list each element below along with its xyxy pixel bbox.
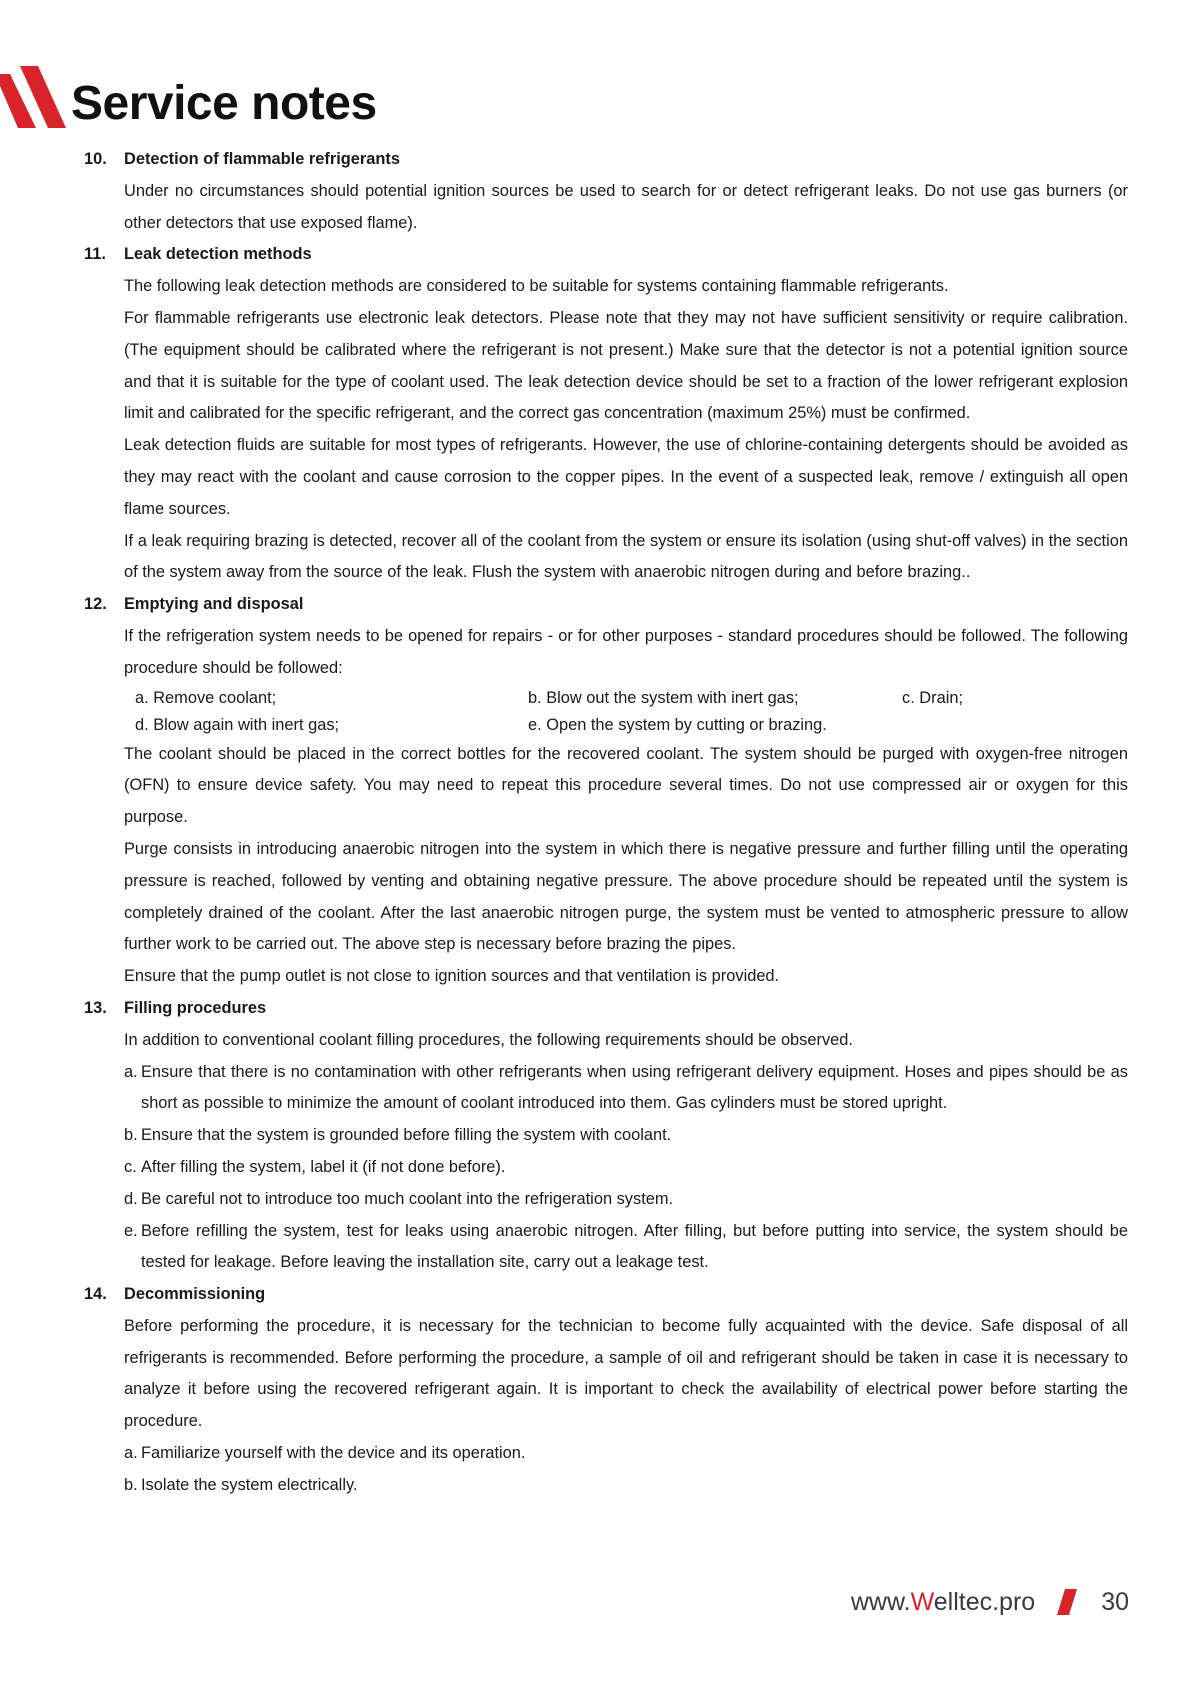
url-prefix: www. <box>850 1587 911 1616</box>
list-item <box>84 1470 1128 1502</box>
section-title: Detection of flammable refrigerants <box>124 150 400 168</box>
list-item <box>84 1152 1128 1184</box>
paragraph: In addition to conventional coolant filling procedures, the following requirements should be observed. <box>124 1030 853 1049</box>
list-marker: a. <box>124 1444 138 1463</box>
list-item-text: Ensure that the system is grounded before filling the system with coolant. <box>141 1126 672 1145</box>
list-item-text: Isolate the system electrically. <box>141 1475 358 1494</box>
url-suffix: elltec.pro <box>933 1587 1036 1616</box>
list-marker: a. <box>124 1062 138 1081</box>
paragraph: Leak detection fluids are suitable for most types of refrigerants. However, the use of chlorine-containing detergents should be avoided as they may react with the coolant and cause corrosion to the copper pipes. In the event of a suspected leak, remove / extinguish all open flame sources. <box>124 436 1128 518</box>
document-body <box>84 144 1128 1502</box>
logo-slash-icon <box>0 66 72 138</box>
section-title: Filling procedures <box>124 998 267 1017</box>
section-number: 12. <box>84 595 107 614</box>
step-item: c. Drain; <box>902 688 964 707</box>
slash-icon <box>1057 1589 1077 1615</box>
steps-row <box>84 712 1128 739</box>
list-marker: b. <box>124 1126 138 1145</box>
paragraph: Purge consists in introducing anaerobic nitrogen into the system in which there is negative pressure and further filling until the operating pressure is reached, followed by venting and obtaining negative pressure. The above procedure should be repeated until the system is completely drained of the coolant. After the last anaerobic nitrogen purge, the system must be vented to atmospheric pressure to allow further work to be carried out. The above step is necessary before brazing the pipes. <box>124 839 1128 954</box>
step-item: b. Blow out the system with inert gas; <box>528 688 799 707</box>
step-item: a. Remove coolant; <box>135 688 277 707</box>
list-item-text: Ensure that there is no contamination with other refrigerants when using refrigerant delivery equipment. Hoses and pipes should be as short as possible to minimize the amount of coolant introduced into them. Gas cylinders must be stored upright. <box>141 1062 1128 1113</box>
section-number: 10. <box>84 150 107 168</box>
list-marker: d. <box>124 1189 138 1208</box>
section-heading-10 <box>84 144 1128 176</box>
step-item: d. Blow again with inert gas; <box>135 715 340 734</box>
list-item-text: Be careful not to introduce too much coolant into the refrigeration system. <box>141 1189 674 1208</box>
section-number: 14. <box>84 1285 107 1304</box>
list-marker: b. <box>124 1475 138 1494</box>
url-accent-letter: W <box>910 1587 934 1616</box>
list-item <box>84 1438 1128 1470</box>
website-link[interactable] <box>851 1588 1035 1617</box>
list-item-text: After filling the system, label it (if not done before). <box>141 1157 506 1176</box>
list-item <box>84 1216 1128 1280</box>
paragraph: The coolant should be placed in the correct bottles for the recovered coolant. The system should be purged with oxygen-free nitrogen (OFN) to ensure device safety. You may need to repeat this procedure several times. Do not use compressed air or oxygen for this purpose. <box>124 744 1128 827</box>
section-heading-14 <box>84 1279 1128 1311</box>
list-item-text: Before refilling the system, test for leaks using anaerobic nitrogen. After filling, but before putting into service, the system should be tested for leakage. Before leaving the installation site, carry out a leakage test. <box>141 1221 1128 1272</box>
paragraph: The following leak detection methods are considered to be suitable for systems containing flammable refrigerants. <box>124 277 949 296</box>
section-number: 13. <box>84 998 107 1017</box>
section-title: Emptying and disposal <box>124 595 304 614</box>
list-item <box>84 1184 1128 1216</box>
list-item <box>84 1120 1128 1152</box>
paragraph: Before performing the procedure, it is necessary for the technician to become fully acquainted with the device. Safe disposal of all refrigerants is recommended. Before performing the procedure, a sample of oil and refrigerant should be taken in case it is necessary to analyze it before using the recovered refrigerant again. It is important to check the availability of electrical power before starting the procedure. <box>124 1316 1128 1431</box>
paragraph: For flammable refrigerants use electronic leak detectors. Please note that they may not have sufficient sensitivity or require calibration. (The equipment should be calibrated where the refrigerant is not present.) Make sure that the detector is not a potential ignition source and that it is suitable for the type of coolant used. The leak detection device should be set to a fraction of the lower refrigerant explosion limit and calibrated for the specific refrigerant, and the correct gas concentration (maximum 25%) must be confirmed. <box>124 308 1128 423</box>
section-title: Leak detection methods <box>124 245 312 264</box>
steps-row <box>84 685 1128 712</box>
list-item-text: Familiarize yourself with the device and its operation. <box>141 1444 526 1463</box>
step-item: e. Open the system by cutting or brazing. <box>528 715 827 734</box>
list-marker: c. <box>124 1157 137 1176</box>
paragraph: Under no circumstances should potential ignition sources be used to search for or detect refrigerant leaks. Do not use gas burners (or other detectors that use exposed flame). <box>124 181 1128 232</box>
section-heading-13 <box>84 993 1128 1025</box>
paragraph: If a leak requiring brazing is detected, recover all of the coolant from the system or ensure its isolation (using shut-off valves) in the section of the system away from the source of the leak. Flush the system with anaerobic nitrogen during and before brazing.. <box>124 531 1128 582</box>
section-heading-12 <box>84 589 1128 621</box>
list-item <box>84 1057 1128 1121</box>
page-title: Service notes <box>71 77 377 130</box>
page-number: 30 <box>1101 1587 1129 1616</box>
section-title: Decommissioning <box>124 1285 266 1304</box>
page-footer <box>851 1584 1129 1620</box>
paragraph: Ensure that the pump outlet is not close to ignition sources and that ventilation is provided. <box>124 967 780 986</box>
section-heading-11 <box>84 239 1128 271</box>
paragraph: If the refrigeration system needs to be opened for repairs - or for other purposes - standard procedures should be followed. The following procedure should be followed: <box>124 626 1128 677</box>
list-marker: e. <box>124 1221 138 1240</box>
section-number: 11. <box>84 245 106 264</box>
